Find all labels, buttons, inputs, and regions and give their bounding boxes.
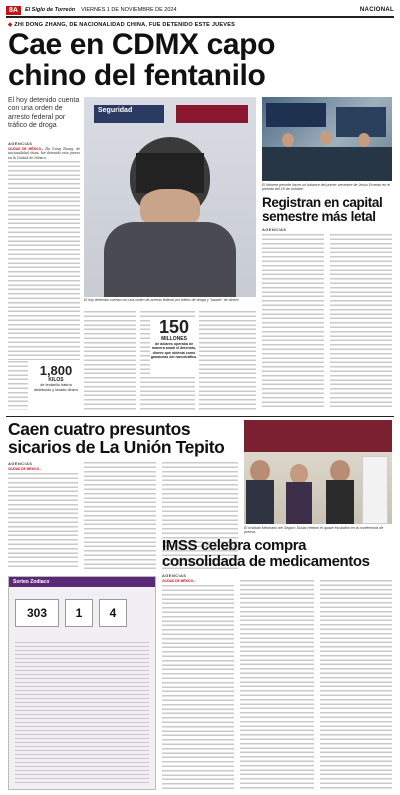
story2-headline — [262, 196, 392, 224]
story1-column-1 — [8, 160, 80, 360]
publication-name: El Siglo de Torreón — [24, 7, 76, 13]
story3-headline-line1: Caen cuatro presuntos — [8, 419, 191, 439]
story1-agency: AGENCIAS — [8, 141, 33, 146]
story1-lead-city: CIUDAD DE MÉXICO.- — [8, 147, 44, 151]
stat1-number: 1,800 — [39, 363, 73, 378]
stat-box-millones — [150, 318, 198, 374]
story2-agency: AGENCIAS — [262, 227, 287, 232]
story1-headline — [8, 30, 392, 91]
stat2-text: de dólares operaba de manera anual el detenido, dinero que obtenía como ganancias del narcotráfico. — [150, 342, 198, 359]
story2-column-2 — [330, 233, 392, 410]
story4-column-3 — [320, 579, 392, 790]
story2-column-1 — [262, 233, 324, 410]
imss-backdrop — [244, 420, 392, 452]
page-number: 8A — [6, 6, 21, 15]
story3-column-1 — [8, 472, 78, 570]
story4-column-1 — [162, 584, 234, 790]
story4-headline-line1: IMSS celebra compra — [162, 537, 307, 554]
story1-kicker: ◆ ZHI DONG ZHANG, DE NACIONALIDAD CHINA, FUE DETENIDO ESTE JUEVES — [8, 22, 236, 28]
page-header — [6, 4, 394, 18]
story4-lead-city: CIUDAD DE MÉXICO.- — [162, 579, 196, 583]
official-3 — [330, 460, 350, 482]
story1-headline-line2: chino del fentanilo — [8, 58, 266, 92]
suspect-shirt — [104, 222, 236, 297]
story3-agency: AGENCIAS — [8, 461, 33, 466]
conference-table — [262, 147, 392, 181]
story4-column-2 — [240, 579, 314, 790]
seguridad-banner-text: Seguridad — [98, 107, 133, 114]
stat-box-kilos — [32, 364, 80, 410]
story1-kicker-text: ZHI DONG ZHANG, DE NACIONALIDAD CHINA, FUE DETENIDO ESTE JUEVES — [14, 22, 236, 28]
story1-photo — [84, 97, 256, 297]
stat1-text: de fentanilo habría distribuido y lavado dinero — [33, 383, 79, 392]
page-date: VIERNES 1 DE NOVIEMBRE DE 2024 — [81, 7, 177, 13]
story1-column-4 — [199, 310, 256, 410]
story4-agency: AGENCIAS — [162, 573, 187, 578]
story2-headline-line2: semestre más letal — [262, 209, 376, 224]
lottery-ad — [8, 576, 156, 790]
story3-headline-line2: sicarios de La Unión Tepito — [8, 437, 225, 457]
lottery-ad-header — [9, 577, 155, 587]
face-censor-bar — [136, 153, 204, 193]
story1-summary: El hoy detenido cuenta con una orden de arresto federal por tráfico de droga — [8, 97, 80, 130]
stat2-unit: MILLONES — [161, 336, 187, 342]
section-divider — [6, 416, 394, 417]
story1-column-1b — [8, 360, 28, 410]
story1-lead — [8, 147, 80, 160]
seguridad-banner — [94, 105, 164, 123]
story4-headline — [162, 538, 394, 569]
lottery-numbers — [15, 593, 149, 633]
lottery-results-grid — [15, 639, 149, 783]
story2-headline-line1: Registran en capital — [262, 195, 383, 210]
story2-photo — [262, 97, 392, 181]
story1-photo-caption: El hoy detenido cuenta con una orden de arresto federal por tráfico de droga y "lavado" de dinero — [84, 298, 239, 302]
official-3-suit — [326, 480, 354, 524]
lottery-ad-title: Sorteo Zodiaco — [13, 579, 50, 585]
story1-headline-line1: Cae en CDMX capo — [8, 28, 275, 61]
stat1-unit: KILOS — [48, 377, 64, 383]
story3-lead-city: CIUDAD DE MÉXICO.- — [8, 467, 42, 471]
story3-lead — [8, 467, 78, 471]
official-1-suit — [246, 480, 274, 524]
speaker-1 — [282, 133, 294, 147]
stat2-number: 150 — [158, 317, 190, 337]
story3-headline — [8, 420, 240, 456]
story1-lead-text: Zhi Dong Zhang, de nacionalidad china, fue detenido este jueves en la Ciudad de México. — [8, 147, 81, 160]
story3-photo-caption: El Instituto Mexicano del Seguro Social celebró el ajuste escalafón en la conferencia de prensa. — [244, 526, 384, 535]
lottery-number-2: 1 — [65, 599, 93, 627]
story3-column-2 — [84, 461, 156, 570]
story1-column-2 — [84, 310, 136, 410]
government-logo-panel — [176, 105, 248, 123]
speaker-2 — [320, 131, 332, 145]
section-name: NACIONAL — [359, 7, 394, 13]
speaker-3 — [358, 133, 370, 147]
lottery-number-3: 4 — [99, 599, 127, 627]
story4-headline-line2: consolidada de medicamentos — [162, 552, 370, 570]
podium — [362, 456, 388, 524]
official-2-suit — [286, 482, 312, 524]
story2-photo-caption: El informe permite hacer un balance del primer semestre de Jesús Ernesto en el periodo del 16 de octubre. — [262, 183, 391, 192]
official-2 — [290, 464, 308, 484]
story3-photo — [244, 420, 392, 524]
lottery-number-1: 303 — [15, 599, 59, 627]
story4-lead — [162, 579, 234, 583]
conference-backdrop — [266, 103, 326, 127]
official-1 — [250, 460, 270, 482]
